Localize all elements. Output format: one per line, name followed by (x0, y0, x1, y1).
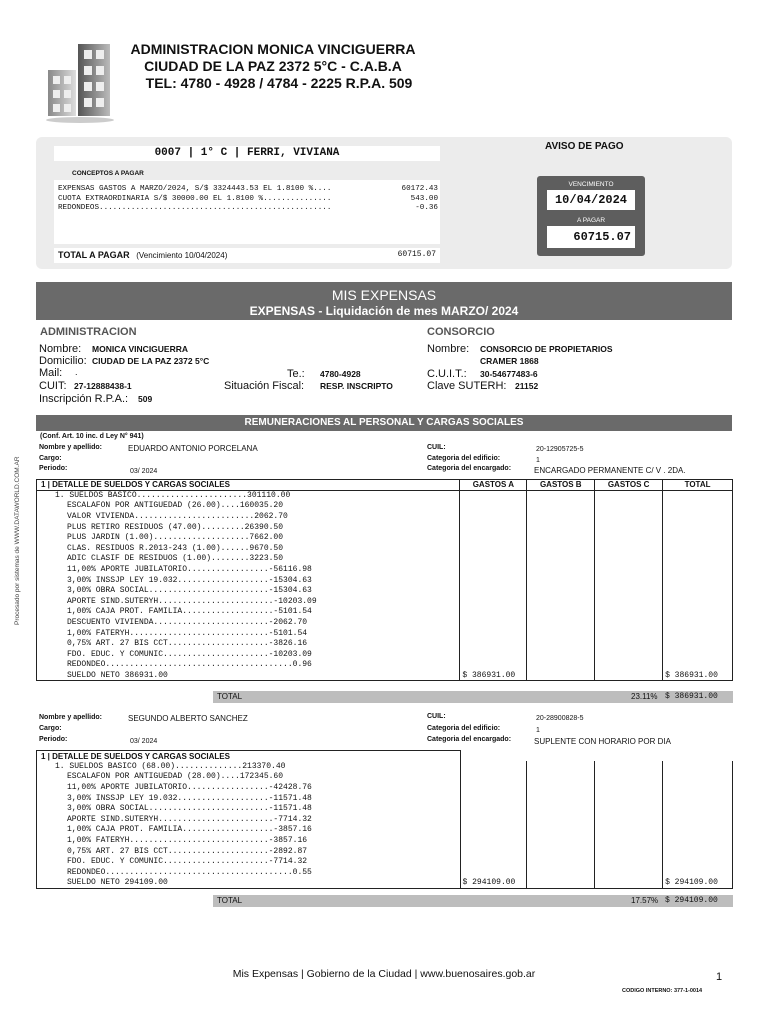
admin-rpa-label: Inscripción R.P.A.: (39, 393, 129, 405)
empty-cell (460, 596, 527, 607)
detail-line: 11,00% APORTE JUBILATORIO.................-56116.98 (37, 564, 460, 575)
table-header-row (37, 480, 733, 491)
emp1-cat-edif: 1 (536, 457, 540, 464)
admin-fiscal-label: Situación Fiscal: (224, 380, 305, 392)
empty-cell (663, 501, 733, 512)
emp1-total-amount: $ 386931.00 (665, 692, 718, 701)
detail-line: 1. SUELDOS BASICO (68.00)..............213370.40 (37, 761, 461, 772)
empty-cell (460, 554, 527, 565)
col-detalle: 1 | DETALLE DE SUELDOS Y CARGAS SOCIALES (37, 751, 461, 762)
remuneraciones-bar: REMUNERACIONES AL PERSONAL Y CARGAS SOCIALES (36, 415, 732, 431)
empty-cell (595, 814, 663, 825)
detail-line: 1,00% FATERYH.............................-3857.16 (37, 835, 461, 846)
empty-cell (527, 596, 595, 607)
table-row (37, 856, 733, 867)
apagar-value: 60715.07 (547, 226, 635, 248)
table-row (37, 761, 733, 772)
empty-cell (527, 878, 595, 889)
detail-line: ESCALAFON POR ANTIGUEDAD (28.00)....172345.60 (37, 772, 461, 783)
admin-domicilio-label: Domicilio: (39, 355, 87, 367)
empty-cell (663, 638, 733, 649)
detail-line: FDO. EDUC. Y COMUNIC......................-7714.32 (37, 856, 461, 867)
emp2-nombre: SEGUNDO ALBERTO SANCHEZ (128, 714, 248, 723)
empty-cell (460, 511, 527, 522)
mis-subtitle: EXPENSAS - Liquidación de mes MARZO/ 2024 (249, 304, 519, 318)
detail-line: CLAS. RESIDUOS R.2013-243 (1.00)......9670.50 (37, 543, 460, 554)
empty-cell (527, 660, 595, 671)
admin-address: CIUDAD DE LA PAZ 2372 5°C - C.A.B.A (144, 58, 402, 74)
detail-line: 1,00% CAJA PROT. FAMILIA...................-5101.54 (37, 607, 460, 618)
emp2-total-label: TOTAL (217, 896, 243, 905)
emp2-total-pct: 17.57% (631, 896, 659, 905)
emp2-total-amount: $ 294109.00 (665, 896, 718, 905)
empty-cell (595, 825, 663, 836)
empty-cell (595, 803, 663, 814)
total-amount: 60715.07 (397, 250, 436, 259)
empty-cell (460, 564, 527, 575)
admin-tel: 4780-4928 (320, 369, 361, 379)
empty-cell (460, 628, 527, 639)
total-value: $ 386931.00 (663, 670, 733, 681)
empty-cell (663, 803, 733, 814)
consorcio-cuit-label: C.U.I.T.: (427, 368, 467, 380)
empty-cell (527, 628, 595, 639)
empty-cell (460, 607, 527, 618)
empty-cell (595, 638, 663, 649)
conceptos-label: CONCEPTOS A PAGAR (72, 170, 144, 177)
footer-text: Mis Expensas | Gobierno de la Ciudad | www.buenosaires.gob.ar (232, 968, 536, 980)
empty-cell (527, 638, 595, 649)
table-row (37, 554, 733, 565)
emp2-total-row (213, 895, 733, 907)
consorcio-suterh: 21152 (515, 381, 539, 391)
table-header-row (37, 751, 733, 762)
empty-cell (460, 575, 527, 586)
empty-cell (527, 564, 595, 575)
emp1-cat-edif-label: Categoria del edificio: (427, 455, 501, 462)
empty-cell (663, 617, 733, 628)
empty-cell (527, 522, 595, 533)
empty-cell (663, 532, 733, 543)
emp1-total-pct: 23.11% (631, 692, 658, 701)
empty-cell (527, 490, 595, 501)
emp2-periodo-label: Periodo: (39, 736, 68, 743)
table-row (37, 782, 733, 793)
empty-cell (595, 511, 663, 522)
col-gastos-b: GASTOS B (527, 480, 595, 491)
empty-cell (460, 585, 527, 596)
empty-cell (460, 522, 527, 533)
detail-line: DESCUENTO VIVIENDA........................-2062.70 (37, 617, 460, 628)
table-row (37, 878, 733, 889)
empty-cell (663, 585, 733, 596)
detail-line: PLUS RETIRO RESIDUOS (47.00).........26390.50 (37, 522, 460, 533)
table-row (37, 670, 733, 681)
empty-cell (663, 793, 733, 804)
admin-domicilio: CIUDAD DE LA PAZ 2372 5°C (92, 356, 210, 366)
detail-line: PLUS JARDIN (1.00)....................7662.00 (37, 532, 460, 543)
emp1-total-label: TOTAL (217, 692, 243, 701)
detail-line: FDO. EDUC. Y COMUNIC......................-10203.09 (37, 649, 460, 660)
total-label: TOTAL A PAGAR (58, 250, 130, 260)
empty-cell (527, 846, 595, 857)
empty-cell (595, 532, 663, 543)
empty-cell (595, 617, 663, 628)
table-row (37, 511, 733, 522)
consorcio-suterh-label: Clave SUTERH: (427, 380, 507, 392)
empty-cell (595, 670, 663, 681)
total-value: $ 294109.00 (663, 878, 733, 889)
consorcio-nombre-2: CRAMER 1868 (480, 356, 539, 366)
emp2-cuil: 20-28900828-5 (536, 715, 584, 722)
detail-line: APORTE SIND.SUTERYH........................-7714.32 (37, 814, 461, 825)
detail-line: 1,00% FATERYH.............................-5101.54 (37, 628, 460, 639)
emp2-cuil-label: CUIL: (427, 713, 446, 720)
gastos-a-value: $ 294109.00 (460, 878, 527, 889)
emp1-detail-table (36, 479, 733, 681)
emp2-nombre-label: Nombre y apellido: (39, 714, 103, 721)
empty-cell (527, 814, 595, 825)
table-row (37, 803, 733, 814)
empty-cell (595, 846, 663, 857)
apagar-label: A PAGAR (576, 217, 606, 224)
table-row (37, 585, 733, 596)
empty-cell (663, 543, 733, 554)
table-row (37, 617, 733, 628)
table-row (37, 814, 733, 825)
table-row (37, 793, 733, 804)
empty-cell (527, 607, 595, 618)
empty-cell (460, 649, 527, 660)
concepto-row: EXPENSAS GASTOS A MARZO/2024, S/$ 3324443.53 EL 1.8100 %.... 60172.43 (58, 185, 438, 193)
detail-line: 3,00% OBRA SOCIAL.........................-11571.48 (37, 803, 461, 814)
empty-cell (527, 543, 595, 554)
empty-cell (663, 825, 733, 836)
empty-cell (527, 649, 595, 660)
table-row (37, 835, 733, 846)
empty-cell (460, 803, 527, 814)
admin-nombre: MONICA VINCIGUERRA (92, 344, 189, 354)
detail-line: ESCALAFON POR ANTIGUEDAD (26.00)....160035.20 (37, 501, 460, 512)
emp2-cat-edif-label: Categoria del edificio: (427, 725, 501, 732)
emp2-cat-enc-label: Categoria del encargado: (427, 736, 512, 743)
empty-cell (595, 793, 663, 804)
empty-cell (595, 564, 663, 575)
col-gastos-c: GASTOS C (595, 480, 663, 491)
detail-line: REDONDEO.......................................0.55 (37, 867, 461, 878)
empty-cell (460, 793, 527, 804)
emp1-nombre-label: Nombre y apellido: (39, 444, 103, 451)
empty-cell (595, 501, 663, 512)
empty-cell (460, 846, 527, 857)
detail-line: 1. SUELDOS BASICO.......................301110.00 (37, 490, 460, 501)
mis-title: MIS EXPENSAS (331, 287, 437, 303)
detail-line: 3,00% INSSJP LEY 19.032...................-15304.63 (37, 575, 460, 586)
empty-cell (527, 867, 595, 878)
empty-cell (460, 835, 527, 846)
empty-cell (527, 532, 595, 543)
col-detalle: 1 | DETALLE DE SUELDOS Y CARGAS SOCIALES (37, 480, 460, 491)
conf-art: (Conf. Art. 10 inc. d Ley N° 941) (40, 433, 144, 440)
detail-line: SUELDO NETO 386931.00 (37, 670, 460, 681)
empty-cell (595, 660, 663, 671)
table-row (37, 607, 733, 618)
empty-cell (527, 554, 595, 565)
unit-header: 0007 | 1° C | FERRI, VIVIANA (54, 146, 440, 161)
gastos-a-value: $ 386931.00 (460, 670, 527, 681)
empty-cell (663, 772, 733, 783)
page-number: 1 (716, 971, 723, 983)
detail-line: 3,00% OBRA SOCIAL.........................-15304.63 (37, 585, 460, 596)
empty-cell (460, 814, 527, 825)
empty-cell (460, 617, 527, 628)
empty-cell (595, 761, 663, 772)
empty-cell (527, 803, 595, 814)
detail-line: 0,75% ART. 27 BIS CCT.....................-2892.87 (37, 846, 461, 857)
empty-cell (663, 782, 733, 793)
table-row (37, 649, 733, 660)
empty-cell (460, 638, 527, 649)
empty-cell (595, 543, 663, 554)
empty-cell (663, 511, 733, 522)
empty-cell (527, 575, 595, 586)
admin-phone: TEL: 4780 - 4928 / 4784 - 2225 R.P.A. 509 (145, 75, 413, 91)
consorcio-cuit: 30-54677483-6 (480, 369, 538, 379)
empty-cell (663, 564, 733, 575)
empty-cell (595, 596, 663, 607)
emp2-detail-table (36, 750, 733, 889)
empty-cell (595, 585, 663, 596)
empty-cell (663, 856, 733, 867)
detail-line: 0,75% ART. 27 BIS CCT.....................-3826.16 (37, 638, 460, 649)
empty-cell (527, 825, 595, 836)
empty-cell (460, 501, 527, 512)
building-logo-icon (44, 42, 116, 124)
concepto-row: CUOTA EXTRAORDINARIA S/$ 30000.00 EL 1.8100 %............... 543.00 (58, 194, 438, 203)
empty-cell (663, 814, 733, 825)
consorcio-nombre: CONSORCIO DE PROPIETARIOS (480, 344, 613, 354)
empty-cell (663, 649, 733, 660)
empty-cell (663, 554, 733, 565)
table-row (37, 596, 733, 607)
codigo-interno: CODIGO INTERNO: 377-1-0014 (622, 988, 703, 994)
col-gastos-a: GASTOS A (460, 480, 527, 491)
detail-line: 1,00% CAJA PROT. FAMILIA...................-3857.16 (37, 825, 461, 836)
total-sub: (Vencimiento 10/04/2024) (136, 251, 228, 260)
venc-value: 10/04/2024 (547, 190, 635, 210)
empty-cell (663, 835, 733, 846)
empty-cell (663, 607, 733, 618)
empty-cell (663, 867, 733, 878)
empty-cell (595, 649, 663, 660)
empty-cell (663, 846, 733, 857)
conceptos-list (58, 185, 438, 214)
empty-cell (460, 490, 527, 501)
detail-line: REDONDEO.......................................0.96 (37, 660, 460, 671)
emp1-total-row (213, 691, 733, 703)
table-row (37, 825, 733, 836)
empty-cell (595, 782, 663, 793)
empty-cell (595, 490, 663, 501)
empty-cell (663, 490, 733, 501)
detail-line: 11,00% APORTE JUBILATORIO.................-42428.76 (37, 782, 461, 793)
empty-cell (460, 761, 527, 772)
aviso-title: AVISO DE PAGO (545, 141, 624, 152)
empty-cell (527, 835, 595, 846)
concepto-row: REDONDEOS................................................... -0.36 (58, 204, 438, 212)
empty-cell (527, 856, 595, 867)
emp1-nombre: EDUARDO ANTONIO PORCELANA (128, 444, 258, 453)
table-row (37, 638, 733, 649)
consorcio-heading: CONSORCIO (427, 326, 495, 338)
table-row (37, 846, 733, 857)
empty-cell (595, 856, 663, 867)
admin-cuit: 27-12888438-1 (74, 381, 132, 391)
empty-cell (663, 761, 733, 772)
table-row (37, 490, 733, 501)
empty-cell (595, 607, 663, 618)
empty-cell (527, 511, 595, 522)
empty-cell (595, 835, 663, 846)
emp1-cat-enc: ENCARGADO PERMANENTE C/ V . 2DA. (534, 466, 686, 475)
admin-rpa: 509 (138, 394, 153, 404)
empty-cell (527, 761, 595, 772)
venc-label: VENCIMIENTO (568, 181, 614, 188)
mis-expensas-bar (36, 282, 732, 320)
empty-cell (595, 554, 663, 565)
admin-mail: . (75, 367, 78, 377)
emp1-cuil-label: CUIL: (427, 444, 446, 451)
empty-cell (460, 867, 527, 878)
empty-cell (460, 772, 527, 783)
table-row (37, 532, 733, 543)
empty-cell (595, 522, 663, 533)
admin-title: ADMINISTRACION MONICA VINCIGUERRA (130, 41, 416, 57)
emp2-cat-edif: 1 (536, 727, 540, 734)
emp1-cuil: 20-12905725-5 (536, 446, 584, 453)
consorcio-nombre-label: Nombre: (427, 343, 470, 355)
table-row (37, 660, 733, 671)
empty-cell (527, 772, 595, 783)
table-row (37, 867, 733, 878)
empty-cell (527, 782, 595, 793)
detail-line: VALOR VIVIENDA.........................2062.70 (37, 511, 460, 522)
col-total: TOTAL (663, 480, 733, 491)
emp1-cat-enc-label: Categoria del encargado: (427, 465, 512, 472)
detail-line: APORTE SIND.SUTERYH........................-10203.09 (37, 596, 460, 607)
empty-cell (527, 501, 595, 512)
table-row (37, 501, 733, 512)
detail-line: 3,00% INSSJP LEY 19.032...................-11571.48 (37, 793, 461, 804)
empty-cell (460, 782, 527, 793)
empty-cell (460, 532, 527, 543)
table-row (37, 564, 733, 575)
detail-line: SUELDO NETO 294109.00 (37, 878, 461, 889)
empty-cell (663, 575, 733, 586)
empty-cell (663, 522, 733, 533)
empty-cell (595, 772, 663, 783)
empty-cell (663, 628, 733, 639)
side-processed-text: Procesado por sistemas de WWW.DATAWORLD.COM.AR (14, 456, 21, 625)
admin-fiscal: RESP. INSCRIPTO (320, 381, 393, 391)
table-row (37, 575, 733, 586)
admin-heading: ADMINISTRACION (40, 326, 137, 338)
emp1-cargo-label: Cargo: (39, 455, 62, 462)
empty-cell (460, 825, 527, 836)
empty-cell (527, 670, 595, 681)
table-row (37, 628, 733, 639)
admin-cuit-label: CUIT: (39, 380, 67, 392)
empty-cell (663, 596, 733, 607)
empty-cell (595, 878, 663, 889)
emp1-periodo: 03/ 2024 (130, 468, 158, 475)
empty-cell (527, 617, 595, 628)
empty-cell (595, 628, 663, 639)
empty-cell (460, 856, 527, 867)
emp2-cargo-label: Cargo: (39, 725, 62, 732)
total-label-wrap (58, 250, 227, 260)
empty-cell (460, 660, 527, 671)
table-row (37, 772, 733, 783)
detail-line: ADIC CLASIF DE RESIDUOS (1.00)........3223.50 (37, 554, 460, 565)
empty-cell (460, 543, 527, 554)
admin-nombre-label: Nombre: (39, 343, 82, 355)
empty-cell (595, 575, 663, 586)
emp2-cat-enc: SUPLENTE CON HORARIO POR DIA (534, 737, 671, 746)
empty-cell (527, 793, 595, 804)
empty-cell (663, 660, 733, 671)
admin-mail-label: Mail: (39, 367, 63, 379)
table-row (37, 543, 733, 554)
empty-cell (527, 585, 595, 596)
empty-cell (595, 867, 663, 878)
emp1-periodo-label: Periodo: (39, 465, 68, 472)
table-row (37, 522, 733, 533)
admin-tel-label: Te.: (287, 368, 305, 380)
emp2-periodo: 03/ 2024 (130, 738, 158, 745)
